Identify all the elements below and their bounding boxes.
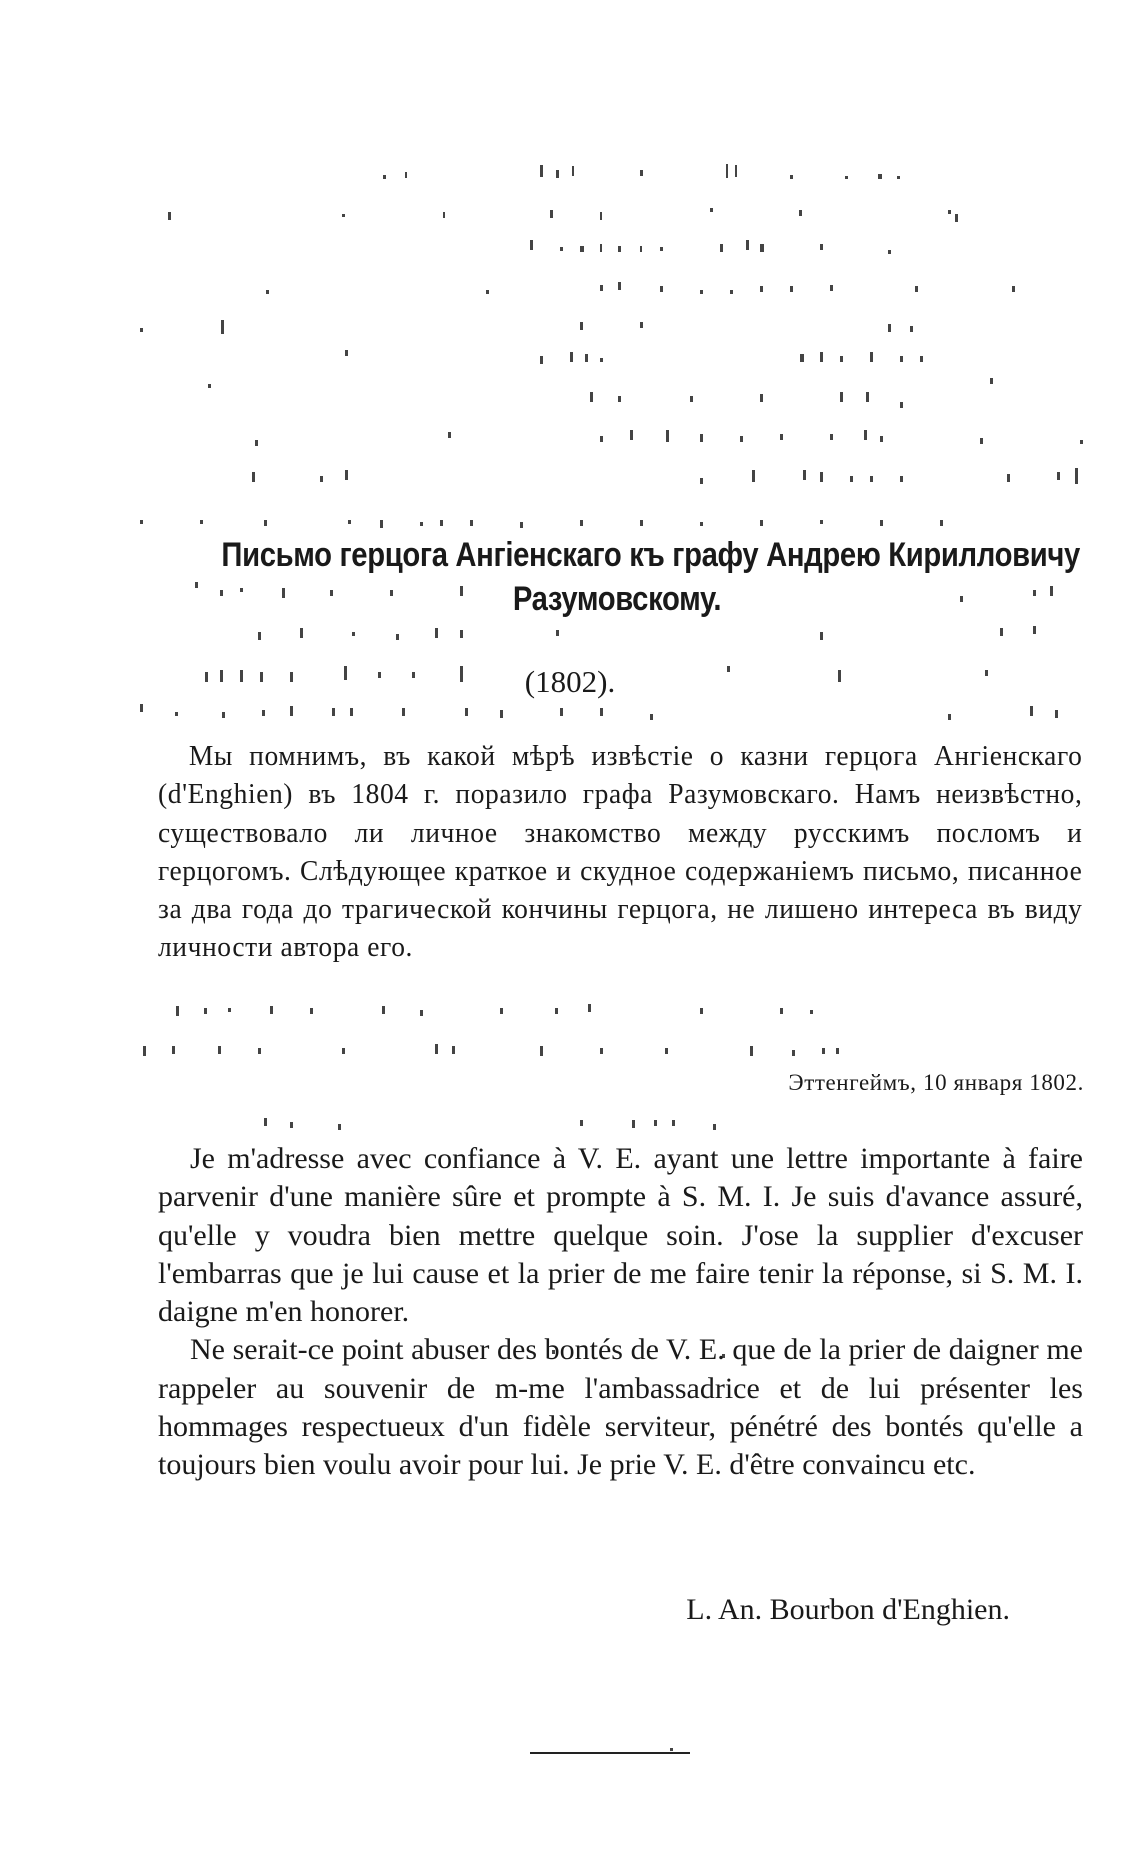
title-line-1: Письмо герцога Ангіенскаго къ графу Андрею Кирилловичу [221,536,1080,574]
letter-year: (1802). [524,664,616,699]
letter-paragraph-2: Ne serait-ce point abuser des bontés de V. E. que de la prier de daigner me rappeler au souvenir de m-me l'ambassadrice et de lui présenter les hommages respectueux d'un fidèle serviteur, pénétré des bontés qu'elle a toujours bien voulu avoir pour lui. Je prie V. E. d'être convaincu etc. [158,1333,1083,1482]
end-rule-divider [530,1752,690,1754]
signature: L. An. Bourbon d'Enghien. [686,1593,1010,1626]
letter-title [221,533,1080,621]
letter-body [158,1140,1083,1485]
intro-paragraph: Мы помнимъ, въ какой мѣрѣ извѣстіе о казни герцога Ангіенскаго (d'Enghien) въ 1804 г. поразило графа Разумовскаго. Намъ неизвѣстно, существовало ли личное знакомство между русскимъ посломъ и герцогомъ. Слѣдующее краткое и скудное содержаніемъ письмо, писанное за два года до трагической кончины герцога, не лишено интереса въ виду личности автора его. [158,741,1083,964]
title-line-2: Разумовскому. [512,580,722,618]
letter-paragraph-1: Je m'adresse avec confiance à V. E. ayant une lettre importante à faire parvenir d'une manière sûre et prompte à S. M. I. Je suis d'avance assuré, qu'elle y voudra bien mettre quelque soin. J'ose la supplier d'excuser l'embarras que je lui cause et la prier de me faire tenir la réponse, si S. M. I. daigne m'en honorer. [158,1142,1083,1329]
editorial-intro [158,738,1082,968]
place-and-date: Эттенгеймъ, 10 января 1802. [788,1070,1084,1095]
